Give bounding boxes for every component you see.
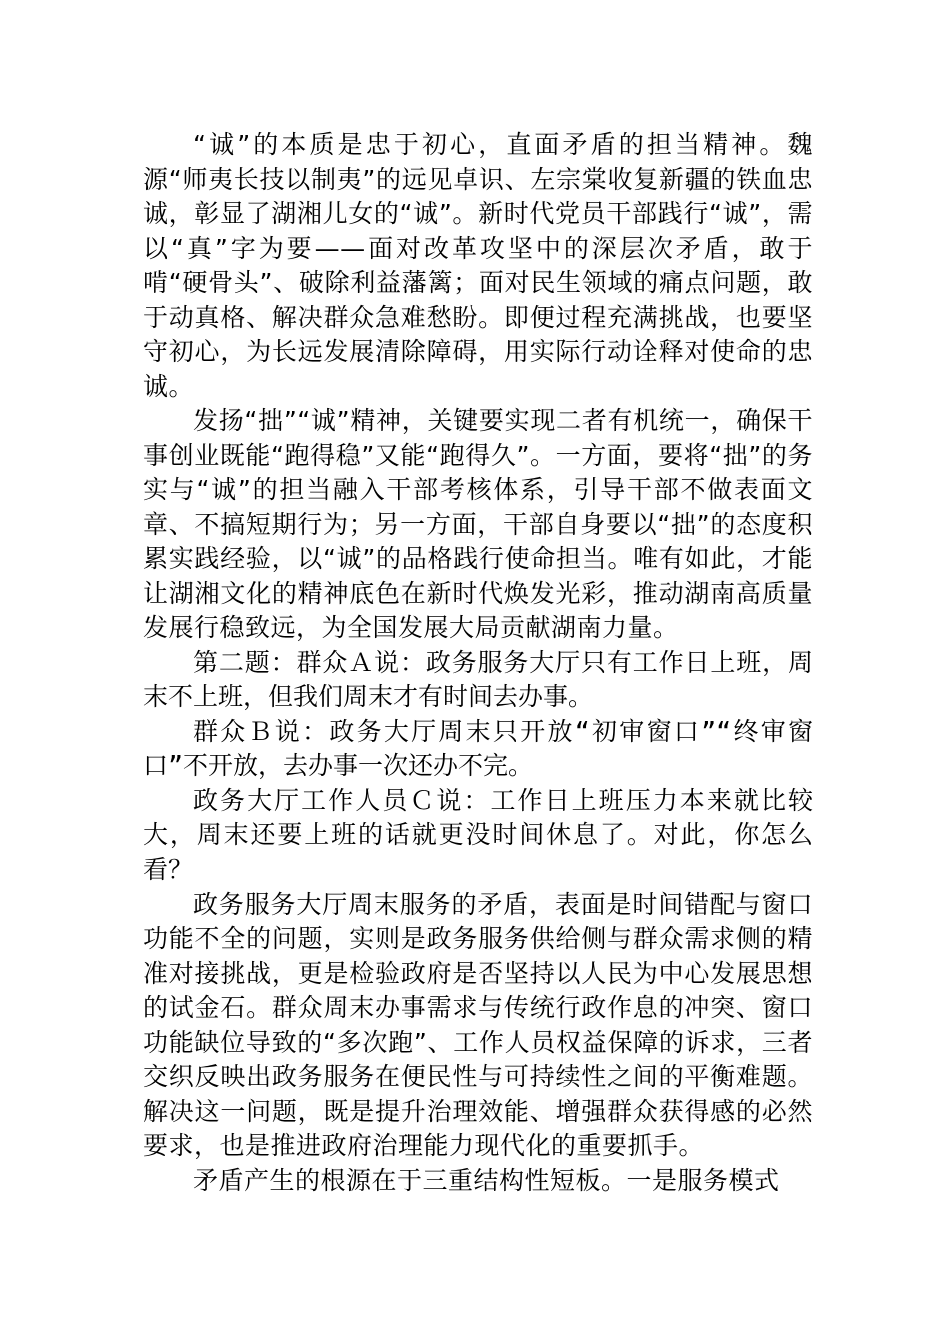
question-citizen-b: 群众Ｂ说：政务大厅周末只开放“初审窗口”“终审窗口”不开放，去办事一次还办不完。 <box>143 716 813 781</box>
paragraph-root-causes: 矛盾产生的根源在于三重结构性短板。一是服务模式 <box>193 1165 780 1195</box>
question-staff-c: 政务大厅工作人员Ｃ说：工作日上班压力本来就比较大，周末还要上班的话就更没时间休息了。对此，你怎么看？ <box>143 785 813 885</box>
document-page <box>143 128 813 1198</box>
paragraph-weekend-service-analysis: 政务服务大厅周末服务的矛盾，表面是时间错配与窗口功能不全的问题，实则是政务服务供给侧与群众需求侧的精准对接挑战，更是检验政府是否坚持以人民为中心发展思想的试金石。群众周末办事需求与传统行政作息的冲突、窗口功能缺位导致的“多次跑”、工作人员权益保障的诉求，三者交织反映出政务服务在便民性与可持续性之间的平衡难题。解决这一问题，既是提升治理效能、增强群众获得感的必然要求，也是推进政府治理能力现代化的重要抓手。 <box>143 889 813 1161</box>
paragraph-zhuo-cheng-unity: 发扬“拙”“诚”精神，关键要实现二者有机统一，确保干事创业既能“跑得稳”又能“跑得久”。一方面，要将“拙”的务实与“诚”的担当融入干部考核体系，引导干部不做表面文章、不搞短期行为；另一方面，干部自身要以“拙”的态度积累实践经验，以“诚”的品格践行使命担当。唯有如此，才能让湖湘文化的精神底色在新时代焕发光彩，推动湖南高质量发展行稳致远，为全国发展大局贡献湖南力量。 <box>143 406 813 642</box>
question-citizen-a: 第二题：群众Ａ说：政务服务大厅只有工作日上班，周末不上班，但我们周末才有时间去办事。 <box>143 647 813 712</box>
paragraph-cheng-essence: “诚”的本质是忠于初心，直面矛盾的担当精神。魏源“师夷长技以制夷”的远见卓识、左宗棠收复新疆的铁血忠诚，彰显了湖湘儿女的“诚”。新时代党员干部践行“诚”，需以“真”字为要——面对改革攻坚中的深层次矛盾，敢于啃“硬骨头”、破除利益藩篱；面对民生领域的痛点问题，敢于动真格、解决群众急难愁盼。即便过程充满挑战，也要坚守初心，为长远发展清除障碍，用实际行动诠释对使命的忠诚。 <box>143 130 813 401</box>
